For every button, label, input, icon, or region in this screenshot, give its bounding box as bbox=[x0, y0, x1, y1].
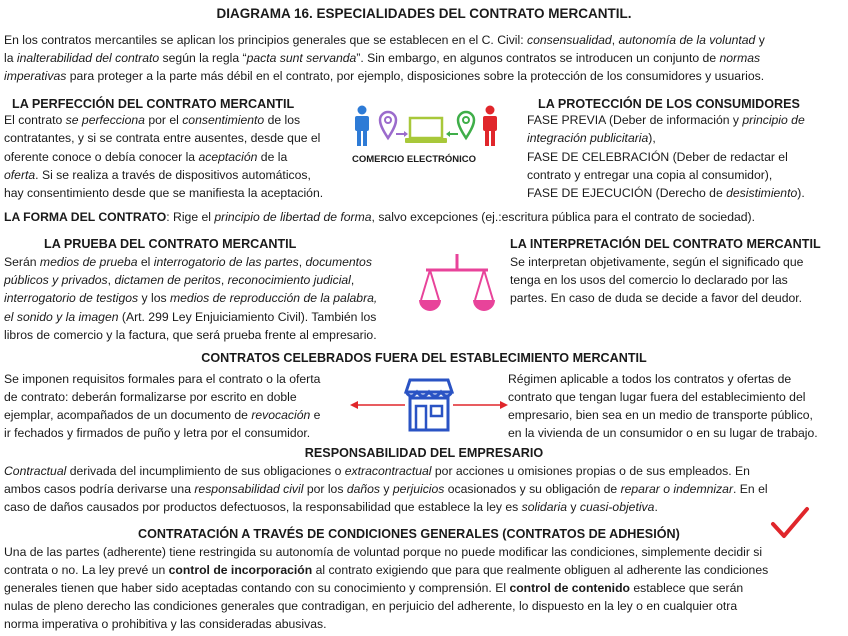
fuera-right-line-4: en la vivienda de un consumidor o en su lugar de trabajo. bbox=[508, 426, 818, 440]
prueba-line-2: públicos y privados, dictamen de peritos, reconocimiento judicial, bbox=[4, 273, 355, 287]
interpretacion-line-2: tenga en los usos del comercio lo declarado por las bbox=[510, 273, 788, 287]
perfeccion-line-1: El contrato se perfecciona por el consentimiento de los bbox=[4, 113, 301, 127]
fuera-right-line-3: empresario, bien sea en un medio de transporte público, bbox=[508, 408, 813, 422]
interpretacion-line-3: partes. En caso de duda se decide a favor del deudor. bbox=[510, 291, 803, 305]
intro-line-1: En los contratos mercantiles se aplican los principios generales que se establecen en el C. Civil: consensualidad, autonomía de la voluntad y bbox=[4, 33, 765, 47]
responsabilidad-line-2: ambos casos podría derivarse una responsabilidad civil por los daños y perjuicios ocasionados y su obligación de reparar o indemnizar. En el bbox=[4, 482, 768, 496]
adhesion-line-2: contrata o no. La ley prevé un control de incorporación al contrato exigiendo que para que realmente obliguen al adherente las condiciones bbox=[4, 563, 769, 577]
store-graphic bbox=[350, 372, 508, 438]
location-pin-icon bbox=[380, 112, 396, 138]
intro-line-3: imperativas para proteger a la parte más débil en el contrato, por ejemplo, disposiciones sobre la protección de los consumidores y usuarios. bbox=[4, 69, 765, 83]
intro-line-2: la inalterabilidad del contrato según la regla “pacta sunt servanda”. Sin embargo, en algunos contratos se introducen un conjunto de normas bbox=[4, 51, 761, 65]
laptop-icon bbox=[405, 118, 447, 143]
arrow-right-icon bbox=[396, 131, 408, 137]
adhesion-line-5: norma imperativa o prohibitiva y las consideradas abusivas. bbox=[4, 617, 327, 631]
scales-icon bbox=[418, 250, 496, 322]
consumidores-heading: LA PROTECCIÓN DE LOS CONSUMIDORES bbox=[538, 97, 800, 111]
adhesion-line-4: nulas de pleno derecho las condiciones generales que contradigan, en perjuicio del adherente, lo dispuesto en la ley o en cualquier otra bbox=[4, 599, 738, 613]
prueba-line-5: libros de comercio y la factura, que será prueba frente al empresario. bbox=[4, 328, 377, 342]
consumidores-line-3: FASE DE CELEBRACIÓN (Deber de redactar el bbox=[527, 150, 788, 164]
perfeccion-line-4: oferta. Si se realiza a través de dispositivos automáticos, bbox=[4, 168, 311, 182]
perfeccion-line-5: hay consentimiento desde que se manifiesta la aceptación. bbox=[4, 186, 324, 200]
fuera-left-line-4: ir fechados y firmados de puño y letra por el consumidor. bbox=[4, 426, 311, 440]
consumidores-line-1: FASE PREVIA (Deber de información y principio de bbox=[527, 113, 805, 127]
fuera-heading: CONTRATOS CELEBRADOS FUERA DEL ESTABLECIMIENTO MERCANTIL bbox=[201, 351, 647, 365]
perfeccion-line-2: contratantes, y si se contrata entre ausentes, desde que el bbox=[4, 131, 321, 145]
person-icon bbox=[483, 106, 497, 147]
responsabilidad-heading: RESPONSABILIDAD DEL EMPRESARIO bbox=[304, 446, 544, 460]
adhesion-heading: CONTRATACIÓN A TRAVÉS DE CONDICIONES GENERALES (CONTRATOS DE ADHESIÓN) bbox=[138, 527, 680, 541]
ecommerce-graphic bbox=[350, 104, 504, 150]
perfeccion-line-3: oferente conoce o debía conocer la aceptación de la bbox=[4, 150, 288, 164]
forma-line: LA FORMA DEL CONTRATO: Rige el principio de libertad de forma, salvo excepciones (ej.:escritura pública para el contrato de sociedad). bbox=[4, 210, 755, 224]
responsabilidad-line-3: caso de daños causados por productos defectuosos, la responsabilidad que establece la ley es solidaria y cuasi-objetiva. bbox=[4, 500, 658, 514]
prueba-line-1: Serán medios de prueba el interrogatorio de las partes, documentos bbox=[4, 255, 372, 269]
fuera-right-line-1: Régimen aplicable a todos los contratos y ofertas de bbox=[508, 372, 792, 386]
adhesion-line-1: Una de las partes (adherente) tiene restringida su autonomía de voluntad porque no puede modificar las condiciones, simplemente decidir si bbox=[4, 545, 763, 559]
interpretacion-heading: LA INTERPRETACIÓN DEL CONTRATO MERCANTIL bbox=[510, 237, 821, 251]
arrow-left-icon bbox=[446, 131, 458, 137]
prueba-line-4: el sonido y la imagen (Art. 299 Ley Enjuiciamiento Civil). También los bbox=[4, 310, 377, 324]
responsabilidad-line-1: Contractual derivada del incumplimiento de sus obligaciones o extracontractual por acciones u omisiones propias o de sus empleados. En bbox=[4, 464, 750, 478]
prueba-heading: LA PRUEBA DEL CONTRATO MERCANTIL bbox=[44, 237, 297, 251]
double-arrow-icon bbox=[350, 401, 508, 409]
adhesion-line-3: generales tienen que haber sido aceptadas contando con su conocimiento y comprensión. El control de contenido establece que serán bbox=[4, 581, 744, 595]
store-icon bbox=[406, 380, 452, 430]
prueba-line-3: interrogatorio de testigos y los medios de reproducción de la palabra, bbox=[4, 291, 378, 305]
fuera-right-line-2: contrato que tengan lugar fuera del establecimiento del bbox=[508, 390, 806, 404]
consumidores-line-2: integración publicitaria), bbox=[527, 131, 656, 145]
consumidores-line-5: FASE DE EJECUCIÓN (Derecho de desistimiento). bbox=[527, 186, 805, 200]
person-icon bbox=[355, 106, 369, 147]
fuera-left-line-1: Se imponen requisitos formales para el contrato o la oferta bbox=[4, 372, 321, 386]
location-pin-icon bbox=[458, 112, 474, 138]
fuera-left-line-3: ejemplar, acompañados de un documento de revocación e bbox=[4, 408, 321, 422]
fuera-left-line-2: de contrato: deberán formalizarse por escrito en doble bbox=[4, 390, 297, 404]
page-title: DIAGRAMA 16. ESPECIALIDADES DEL CONTRATO MERCANTIL. bbox=[216, 6, 632, 21]
ecommerce-label: COMERCIO ELECTRÓNICO bbox=[352, 154, 477, 165]
interpretacion-line-1: Se interpretan objetivamente, según el significado que bbox=[510, 255, 804, 269]
consumidores-line-4: contrato y entregar una copia al consumidor), bbox=[527, 168, 773, 182]
checkmark-icon bbox=[770, 506, 810, 540]
perfeccion-heading: LA PERFECCIÓN DEL CONTRATO MERCANTIL bbox=[12, 97, 295, 111]
